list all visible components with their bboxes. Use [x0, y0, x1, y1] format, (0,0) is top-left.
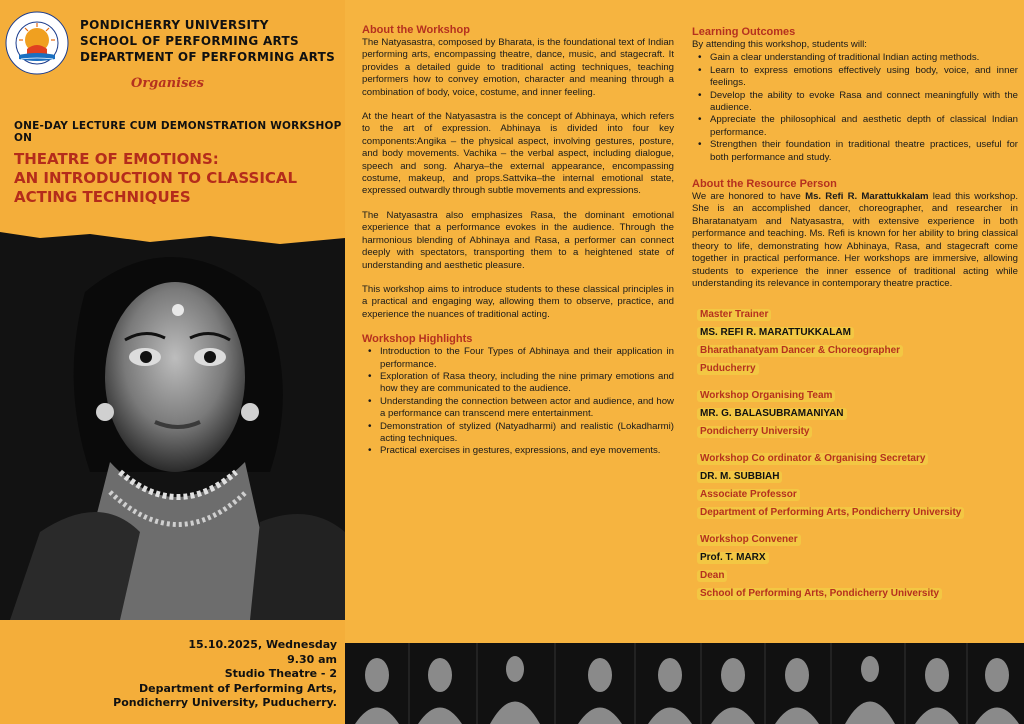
list-item: • Exploration of Rasa theory, including the nine primary emotions and how they are communicated to the audience.	[364, 371, 674, 396]
list-item: • Strengthen their foundation in traditional theatre practices, useful for both performance and study.	[694, 139, 1018, 164]
school-name: SCHOOL OF PERFORMING ARTS	[80, 34, 299, 48]
dancer-photo-strip	[345, 643, 1024, 724]
about-paragraph: At the heart of the Natyasastra is the concept of Abhinaya, which refers to the art of expression. Abhinaya is divided into four key components:Angika – the physical aspect, involving gestures, posture, and body movements. Vachika – the verbal aspect, including dialogue, speech and song. Aharya–the external appearance, encompassing costume, makeup, and props.Sattvika–the internal emotional state, expressed outwardly through subtle movements and expressions.	[362, 111, 674, 197]
resource-text-after: lead this workshop. She is an accomplished dancer, choreographer, and researcher in Bharatanatyam and Natyasastra, with extensive experience in both performance and teaching. Ms. Refi is known for her ability to bring classical theory to life, demonstrating how Abhinaya, Rasa, and stagecraft come together in practical performance. Her workshops are immersive, allowing students to experience the inner essence of traditional acting while understanding its relevance in contemporary theatre practice.	[692, 191, 1018, 289]
university-heading	[80, 17, 335, 65]
resource-body	[692, 191, 1018, 290]
event-date: 15.10.2025, Wednesday	[188, 638, 337, 651]
list-item: • Practical exercises in gestures, expressions, and eye movements.	[364, 445, 674, 457]
list-item: • Gain a clear understanding of traditional Indian acting methods.	[694, 52, 1018, 64]
event-venue: Studio Theatre - 2	[224, 667, 337, 680]
about-body	[362, 37, 674, 321]
highlights-heading: Workshop Highlights	[362, 333, 473, 346]
credit-organising-team	[697, 385, 1018, 439]
list-item: • Demonstration of stylized (Natyadharmi) and realistic (Lokadharmi) acting techniques.	[364, 421, 674, 446]
dancer-portrait-image	[0, 232, 345, 620]
credit-role: Workshop Convener	[697, 534, 801, 546]
university-name: PONDICHERRY UNIVERSITY	[80, 18, 269, 32]
workshop-title	[14, 150, 334, 207]
title-line-2: AN INTRODUCTION TO CLASSICAL	[14, 169, 298, 187]
outcomes-list	[694, 52, 1018, 164]
about-heading: About the Workshop	[362, 24, 470, 36]
organises-label: Organises	[131, 76, 204, 91]
event-department: Department of Performing Arts,	[139, 681, 337, 695]
workshop-type: ONE-DAY LECTURE CUM DEMONSTRATION WORKSHOP ON	[14, 120, 342, 144]
university-logo-icon	[5, 11, 69, 75]
outcomes-heading: Learning Outcomes	[692, 26, 796, 38]
credit-desc: Puducherry	[697, 363, 759, 375]
about-paragraph: This workshop aims to introduce students to these classical principles in a practical and engaging way, allowing them to observe, practice, and experience the nuances of traditional acting.	[362, 283, 674, 320]
credit-desc: Department of Performing Arts, Pondicherry University	[697, 507, 964, 519]
credit-desc: Dean	[697, 570, 727, 582]
credit-role: Workshop Organising Team	[697, 390, 835, 402]
credit-master-trainer	[697, 304, 1018, 376]
middle-panel	[345, 0, 685, 724]
highlights-list	[364, 346, 674, 458]
event-location: Pondicherry University, Puducherry.	[113, 696, 337, 709]
credit-desc: Bharathanatyam Dancer & Choreographer	[697, 345, 903, 357]
credit-role: Workshop Co ordinator & Organising Secretary	[697, 453, 928, 465]
credit-name: Prof. T. MARX	[697, 552, 769, 564]
department-name: DEPARTMENT OF PERFORMING ARTS	[80, 50, 336, 64]
about-section	[362, 24, 674, 458]
title-line-3: ACTING TECHNIQUES	[14, 188, 191, 206]
credit-desc: Associate Professor	[697, 489, 800, 501]
credit-convener	[697, 529, 1018, 601]
left-panel	[0, 0, 345, 724]
outcomes-section	[692, 26, 1018, 610]
title-line-1: THEATRE OF EMOTIONS:	[14, 150, 219, 168]
event-details	[17, 638, 337, 711]
resource-heading: About the Resource Person	[692, 178, 837, 191]
list-item: • Introduction to the Four Types of Abhinaya and their application in performance.	[364, 346, 674, 371]
credit-desc: School of Performing Arts, Pondicherry University	[697, 588, 942, 600]
credit-role: Master Trainer	[697, 309, 771, 321]
resource-text-before: We are honored to have	[692, 191, 806, 203]
list-item: • Appreciate the philosophical and aesthetic depth of classical Indian performance.	[694, 114, 1018, 139]
event-time: 9.30 am	[287, 652, 337, 666]
outcomes-intro: By attending this workshop, students will:	[692, 39, 867, 50]
list-item: • Learn to express emotions effectively using body, voice, and inner feelings.	[694, 65, 1018, 90]
credit-name: DR. M. SUBBIAH	[697, 471, 782, 483]
list-item: • Understanding the connection between actor and audience, and how a performance can transcend mere entertainment.	[364, 396, 674, 421]
resource-name: Ms. Refi R. Marattukkalam	[805, 191, 929, 203]
about-paragraph: The Natyasastra, composed by Bharata, is the foundational text of Indian performing arts, encompassing theatre, dance, music, and stagecraft. It provides a detailed guide to traditional acting techniques, teaching performers how to convey emotion, character and meaning through a combination of body, voice, costume, and inner feeling.	[362, 37, 674, 98]
credit-coordinator	[697, 448, 1018, 520]
credit-desc: Pondicherry University	[697, 426, 812, 438]
credits-list	[692, 304, 1018, 601]
list-item: • Develop the ability to evoke Rasa and connect meaningfully with the audience.	[694, 90, 1018, 115]
about-paragraph: The Natyasastra also emphasizes Rasa, the dominant emotional experience that a performance evokes in the audience. Through the harmonious blending of Abhinaya and Rasa, a performer can connect deeply with spectators, transporting them to a heightened state of understanding and aesthetic pleasure.	[362, 209, 674, 271]
credit-name: MS. REFI R. MARATTUKKALAM	[697, 327, 854, 339]
right-panel	[685, 0, 1024, 724]
credit-name: MR. G. BALASUBRAMANIYAN	[697, 408, 847, 420]
